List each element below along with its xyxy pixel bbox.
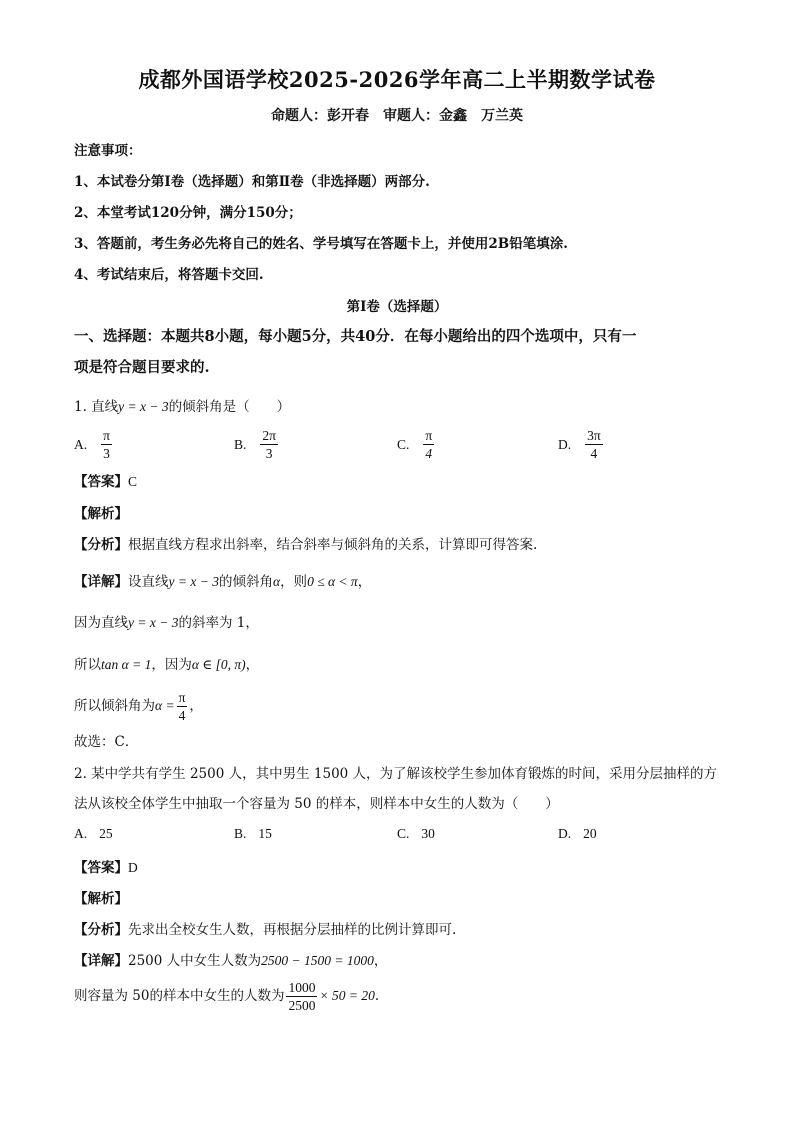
question-1-stem (74, 397, 290, 417)
equation: tan α = 1 (101, 657, 152, 672)
text: ， (245, 657, 260, 673)
q1-answer (74, 472, 137, 492)
answer-value: C (128, 474, 138, 489)
text: 所以倾斜角为 (74, 698, 155, 714)
equation: × 50 = 20 (319, 988, 375, 1003)
text: 2500 人中女生人数为 (128, 953, 262, 969)
q1-analysis-tag (74, 504, 128, 524)
text: 设直线 (128, 574, 169, 590)
option-text: 25 (99, 826, 113, 841)
denominator: 4 (590, 446, 598, 461)
equation: y = x − 3 (128, 615, 179, 630)
numerator: π (103, 428, 110, 443)
denominator: 4 (425, 446, 433, 461)
detail-tag: 【详解】 (74, 574, 128, 590)
fraction (286, 979, 317, 1014)
option-text: 30 (421, 826, 435, 841)
option-text: 15 (258, 826, 272, 841)
option-letter: C. (397, 826, 410, 841)
numerator: 3π (587, 428, 601, 443)
notice-heading: 注意事项： (74, 143, 142, 159)
text: 所以 (74, 657, 101, 673)
fenxi-text: 先求出全校女生人数，再根据分层抽样的比例计算即可. (128, 922, 457, 938)
q1-stem-suffix: 的倾斜角是（ ） (168, 399, 291, 415)
numerator: 1000 (288, 979, 316, 995)
text: . (374, 988, 380, 1004)
q2-option-d (558, 826, 597, 842)
denominator: 4 (178, 707, 186, 723)
q2-detail-2 (74, 976, 379, 1016)
text: 的斜率为 1， (178, 615, 259, 631)
answer-tag: 【答案】 (74, 860, 128, 876)
q1-option-b (234, 427, 280, 462)
question-2-stem-1: 2. 某中学共有学生 2500 人，其中男生 1500 人，为了解该校学生参加体育锻炼的时间，采用分层抽样的方 (74, 766, 718, 782)
section-instructions-1: 一、选择题：本题共8小题，每小题5分，共40分．在每小题给出的四个选项中，只有一 (74, 328, 637, 345)
text: 则容量为 50的样本中女生的人数为 (74, 988, 285, 1004)
fraction (101, 427, 112, 462)
denominator: 3 (265, 446, 273, 461)
answer-tag: 【答案】 (74, 474, 128, 490)
q2-detail-1 (74, 951, 387, 971)
fraction (177, 689, 188, 724)
q1-detail-4 (74, 688, 203, 724)
fenxi-tag: 【分析】 (74, 922, 128, 938)
numerator: 2π (262, 428, 276, 443)
option-letter: B. (234, 436, 247, 452)
text: ，因为 (151, 657, 192, 673)
q1-option-c (397, 427, 436, 462)
question-2-stem-2: 法从该校全体学生中抽取一个容量为 50 的样本，则样本中女生的人数为（ ） (74, 796, 559, 812)
option-text: 20 (583, 826, 597, 841)
q2-answer (74, 858, 138, 878)
q2-fenxi (74, 920, 456, 940)
q2-option-b (234, 826, 272, 842)
option-letter: D. (558, 436, 572, 452)
text: ， (189, 698, 203, 714)
section-instructions-2: 项是符合题目要求的. (74, 359, 210, 376)
text: 因为直线 (74, 615, 128, 631)
fraction (423, 427, 434, 462)
text: ， (357, 574, 372, 590)
numerator: π (425, 428, 433, 443)
notice-item-2: 2、本堂考试120分钟，满分150分； (74, 205, 302, 221)
equation: 2500 − 1500 = 1000 (261, 953, 374, 968)
page-title: 成都外国语学校2025-2026学年高二上半期数学试卷 (138, 67, 656, 92)
section-title: 第Ⅰ卷（选择题） (346, 299, 448, 315)
symbol: α (272, 574, 281, 589)
q1-stem-prefix: 1. 直线 (74, 399, 119, 415)
equation: α = (155, 698, 175, 713)
q1-fenxi (74, 535, 537, 555)
inequality: 0 ≤ α < π (307, 574, 358, 589)
notice-item-1: 1、本试卷分第Ⅰ卷（选择题）和第Ⅱ卷（非选择题）两部分. (74, 174, 430, 190)
q1-option-a (74, 427, 114, 462)
q2-option-a (74, 826, 113, 842)
notice-item-4: 4、考试结束后，将答题卡交回. (74, 267, 264, 283)
text: 的倾斜角 (218, 574, 273, 590)
option-letter: C. (397, 436, 410, 452)
equation: y = x − 3 (168, 574, 219, 589)
analysis-tag: 【解析】 (74, 506, 128, 522)
interval: α ∈ [0, π) (191, 657, 246, 672)
q1-option-d (558, 427, 605, 462)
fenxi-text: 根据直线方程求出斜率，结合斜率与倾斜角的关系，计算即可得答案. (128, 537, 538, 553)
notice-item-3: 3、答题前，考生务必先将自己的姓名、学号填写在答题卡上，并使用2B铅笔填涂. (74, 236, 568, 252)
q1-detail-2 (74, 613, 259, 633)
numerator: π (178, 689, 186, 705)
option-letter: A. (74, 826, 88, 841)
fraction (260, 427, 278, 462)
text: ， (373, 953, 388, 969)
option-letter: B. (234, 826, 247, 841)
denominator: 3 (103, 446, 110, 461)
q1-stem-equation: y = x − 3 (118, 399, 169, 414)
option-letter: A. (74, 436, 88, 452)
q2-option-c (397, 826, 435, 842)
q1-detail-3 (74, 655, 259, 675)
analysis-tag: 【解析】 (74, 891, 128, 907)
option-letter: D. (558, 826, 572, 841)
answer-value: D (128, 860, 138, 875)
denominator: 2500 (288, 997, 316, 1013)
text: ，则 (280, 574, 308, 590)
detail-tag: 【详解】 (74, 953, 128, 969)
q2-analysis-tag (74, 889, 128, 909)
fenxi-tag: 【分析】 (74, 537, 128, 553)
q1-detail-1 (74, 572, 371, 592)
fraction (585, 427, 603, 462)
q1-conclusion: 故选：C． (74, 734, 139, 750)
authors-line: 命题人：彭开春 审题人：金鑫 万兰英 (271, 108, 523, 124)
